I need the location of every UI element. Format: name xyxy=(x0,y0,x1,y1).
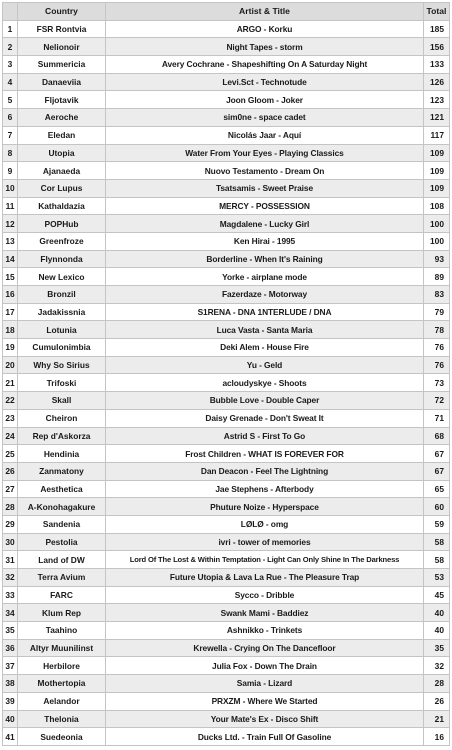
total-cell: 26 xyxy=(424,692,450,710)
table-row xyxy=(3,303,450,321)
artist-title-cell: Ducks Ltd. - Train Full Of Gasoline xyxy=(106,728,424,746)
artist-title-cell: acloudyskye - Shoots xyxy=(106,374,424,392)
country-cell: Nelionoir xyxy=(18,38,106,56)
rank-cell: 12 xyxy=(3,215,18,233)
rank-cell: 13 xyxy=(3,232,18,250)
total-cell: 121 xyxy=(424,109,450,127)
table-row xyxy=(3,675,450,693)
total-cell: 100 xyxy=(424,215,450,233)
table-row xyxy=(3,480,450,498)
country-cell: Why So Sirius xyxy=(18,356,106,374)
rank-cell: 40 xyxy=(3,710,18,728)
artist-title-cell: Yorke - airplane mode xyxy=(106,268,424,286)
country-cell: Jadakissnia xyxy=(18,303,106,321)
total-cell: 117 xyxy=(424,126,450,144)
artist-title-cell: Nicolás Jaar - Aquí xyxy=(106,126,424,144)
artist-title-cell: Night Tapes - storm xyxy=(106,38,424,56)
artist-title-cell: Bubble Love - Double Caper xyxy=(106,392,424,410)
total-cell: 32 xyxy=(424,657,450,675)
artist-title-cell: Ken Hirai - 1995 xyxy=(106,232,424,250)
rank-cell: 18 xyxy=(3,321,18,339)
country-cell: Klum Rep xyxy=(18,604,106,622)
artist-title-cell: Julia Fox - Down The Drain xyxy=(106,657,424,675)
artist-title-cell: Phuture Noize - Hyperspace xyxy=(106,498,424,516)
country-cell: Rep d'Askorza xyxy=(18,427,106,445)
rank-cell: 6 xyxy=(3,109,18,127)
total-cell: 72 xyxy=(424,392,450,410)
rank-cell: 19 xyxy=(3,339,18,357)
total-cell: 67 xyxy=(424,462,450,480)
country-cell: Pestolia xyxy=(18,533,106,551)
country-cell: Aelandor xyxy=(18,692,106,710)
artist-title-cell: ARGO - Korku xyxy=(106,20,424,38)
artist-title-cell: sim0ne - space cadet xyxy=(106,109,424,127)
total-cell: 21 xyxy=(424,710,450,728)
table-row xyxy=(3,162,450,180)
total-cell: 89 xyxy=(424,268,450,286)
country-cell: Danaeviia xyxy=(18,73,106,91)
rank-cell: 11 xyxy=(3,197,18,215)
table-row xyxy=(3,692,450,710)
table-row xyxy=(3,427,450,445)
table-row xyxy=(3,232,450,250)
total-cell: 40 xyxy=(424,604,450,622)
total-cell: 133 xyxy=(424,56,450,74)
rank-cell: 37 xyxy=(3,657,18,675)
artist-title-cell: Joon Gloom - Joker xyxy=(106,91,424,109)
rank-cell: 14 xyxy=(3,250,18,268)
country-cell: Utopia xyxy=(18,144,106,162)
artist-title-cell: Frost Children - WHAT IS FOREVER FOR xyxy=(106,445,424,463)
total-cell: 76 xyxy=(424,339,450,357)
rank-cell: 4 xyxy=(3,73,18,91)
total-cell: 100 xyxy=(424,232,450,250)
table-row xyxy=(3,498,450,516)
artist-title-cell: LØLØ - omg xyxy=(106,515,424,533)
rank-cell: 27 xyxy=(3,480,18,498)
rank-cell: 2 xyxy=(3,38,18,56)
artist-title-cell: Swank Mami - Baddiez xyxy=(106,604,424,622)
total-cell: 68 xyxy=(424,427,450,445)
country-cell: Summericia xyxy=(18,56,106,74)
rank-cell: 29 xyxy=(3,515,18,533)
table-row xyxy=(3,551,450,569)
table-row xyxy=(3,321,450,339)
header-row xyxy=(3,3,450,21)
total-cell: 109 xyxy=(424,162,450,180)
country-cell: Hendinia xyxy=(18,445,106,463)
table-row xyxy=(3,728,450,746)
artist-title-cell: Magdalene - Lucky Girl xyxy=(106,215,424,233)
country-cell: Eledan xyxy=(18,126,106,144)
rank-cell: 10 xyxy=(3,179,18,197)
table-row xyxy=(3,73,450,91)
total-cell: 109 xyxy=(424,144,450,162)
table-row xyxy=(3,215,450,233)
rank-cell: 25 xyxy=(3,445,18,463)
total-cell: 108 xyxy=(424,197,450,215)
rank-cell: 9 xyxy=(3,162,18,180)
table-row xyxy=(3,515,450,533)
artist-title-column-header: Artist & Title xyxy=(106,3,424,21)
rank-cell: 41 xyxy=(3,728,18,746)
artist-title-cell: Daisy Grenade - Don't Sweat It xyxy=(106,409,424,427)
rank-cell: 15 xyxy=(3,268,18,286)
table-row xyxy=(3,409,450,427)
total-cell: 83 xyxy=(424,286,450,304)
country-cell: Herbilore xyxy=(18,657,106,675)
total-cell: 109 xyxy=(424,179,450,197)
total-cell: 65 xyxy=(424,480,450,498)
table-row xyxy=(3,286,450,304)
total-cell: 45 xyxy=(424,586,450,604)
rank-cell: 26 xyxy=(3,462,18,480)
rank-cell: 1 xyxy=(3,20,18,38)
country-cell: Fljotavik xyxy=(18,91,106,109)
artist-title-cell: Tsatsamis - Sweet Praise xyxy=(106,179,424,197)
country-cell: Bronzil xyxy=(18,286,106,304)
country-cell: Thelonia xyxy=(18,710,106,728)
country-cell: Taahino xyxy=(18,622,106,640)
artist-title-cell: Yu - Geld xyxy=(106,356,424,374)
artist-title-cell: Ashnikko - Trinkets xyxy=(106,622,424,640)
total-cell: 93 xyxy=(424,250,450,268)
country-cell: Lotunia xyxy=(18,321,106,339)
country-cell: Zanmatony xyxy=(18,462,106,480)
total-cell: 76 xyxy=(424,356,450,374)
country-cell: A-Konohagakure xyxy=(18,498,106,516)
table-row xyxy=(3,374,450,392)
total-cell: 40 xyxy=(424,622,450,640)
country-cell: Ajanaeda xyxy=(18,162,106,180)
artist-title-cell: Water From Your Eyes - Playing Classics xyxy=(106,144,424,162)
rank-cell: 23 xyxy=(3,409,18,427)
total-cell: 58 xyxy=(424,551,450,569)
rank-cell: 33 xyxy=(3,586,18,604)
country-cell: Cheiron xyxy=(18,409,106,427)
table-row xyxy=(3,56,450,74)
country-cell: Aeroche xyxy=(18,109,106,127)
total-cell: 16 xyxy=(424,728,450,746)
table-row xyxy=(3,356,450,374)
country-cell: Flynnonda xyxy=(18,250,106,268)
country-cell: FARC xyxy=(18,586,106,604)
artist-title-cell: Dan Deacon - Feel The Lightning xyxy=(106,462,424,480)
artist-title-cell: PRXZM - Where We Started xyxy=(106,692,424,710)
results-body xyxy=(3,20,450,745)
total-cell: 67 xyxy=(424,445,450,463)
rank-cell: 28 xyxy=(3,498,18,516)
total-cell: 123 xyxy=(424,91,450,109)
table-row xyxy=(3,392,450,410)
table-row xyxy=(3,657,450,675)
country-cell: Altyr Muunilinst xyxy=(18,639,106,657)
country-cell: Suedeonia xyxy=(18,728,106,746)
country-cell: Land of DW xyxy=(18,551,106,569)
total-cell: 73 xyxy=(424,374,450,392)
table-row xyxy=(3,38,450,56)
rank-cell: 5 xyxy=(3,91,18,109)
artist-title-cell: S1RENA - DNA 1NTERLUDE / DNA xyxy=(106,303,424,321)
rank-cell: 35 xyxy=(3,622,18,640)
rank-cell: 31 xyxy=(3,551,18,569)
rank-cell: 39 xyxy=(3,692,18,710)
rank-cell: 22 xyxy=(3,392,18,410)
table-row xyxy=(3,569,450,587)
total-cell: 58 xyxy=(424,533,450,551)
rank-cell: 8 xyxy=(3,144,18,162)
rank-cell: 32 xyxy=(3,569,18,587)
country-column-header: Country xyxy=(18,3,106,21)
rank-cell: 30 xyxy=(3,533,18,551)
table-row xyxy=(3,20,450,38)
total-cell: 53 xyxy=(424,569,450,587)
table-row xyxy=(3,179,450,197)
table-row xyxy=(3,604,450,622)
rank-column-header xyxy=(3,3,18,21)
table-row xyxy=(3,445,450,463)
table-row xyxy=(3,710,450,728)
rank-cell: 24 xyxy=(3,427,18,445)
artist-title-cell: Sycco - Dribble xyxy=(106,586,424,604)
artist-title-cell: Fazerdaze - Motorway xyxy=(106,286,424,304)
rank-cell: 17 xyxy=(3,303,18,321)
country-cell: Sandenia xyxy=(18,515,106,533)
artist-title-cell: MERCY - POSSESSION xyxy=(106,197,424,215)
rank-cell: 20 xyxy=(3,356,18,374)
artist-title-cell: Deki Alem - House Fire xyxy=(106,339,424,357)
rank-cell: 38 xyxy=(3,675,18,693)
artist-title-cell: Levi.Sct - Technotude xyxy=(106,73,424,91)
artist-title-cell: Luca Vasta - Santa Maria xyxy=(106,321,424,339)
total-cell: 79 xyxy=(424,303,450,321)
table-row xyxy=(3,339,450,357)
artist-title-cell: Samia - Lizard xyxy=(106,675,424,693)
artist-title-cell: Jae Stephens - Afterbody xyxy=(106,480,424,498)
table-row xyxy=(3,586,450,604)
total-cell: 28 xyxy=(424,675,450,693)
total-cell: 71 xyxy=(424,409,450,427)
table-row xyxy=(3,533,450,551)
results-table xyxy=(2,2,450,746)
country-cell: Trifoski xyxy=(18,374,106,392)
table-row xyxy=(3,250,450,268)
artist-title-cell: Future Utopia & Lava La Rue - The Pleasure Trap xyxy=(106,569,424,587)
table-row xyxy=(3,109,450,127)
country-cell: Skall xyxy=(18,392,106,410)
country-cell: Cumulonimbia xyxy=(18,339,106,357)
total-cell: 60 xyxy=(424,498,450,516)
country-cell: POPHub xyxy=(18,215,106,233)
artist-title-cell: Borderline - When It's Raining xyxy=(106,250,424,268)
table-row xyxy=(3,639,450,657)
artist-title-cell: Your Mate's Ex - Disco Shift xyxy=(106,710,424,728)
artist-title-cell: Lord Of The Lost & Within Temptation - Light Can Only Shine In The Darkness xyxy=(106,551,424,569)
total-cell: 126 xyxy=(424,73,450,91)
table-row xyxy=(3,91,450,109)
country-cell: FSR Rontvia xyxy=(18,20,106,38)
country-cell: Terra Avium xyxy=(18,569,106,587)
table-row xyxy=(3,144,450,162)
total-cell: 185 xyxy=(424,20,450,38)
rank-cell: 7 xyxy=(3,126,18,144)
table-row xyxy=(3,268,450,286)
country-cell: New Lexico xyxy=(18,268,106,286)
total-column-header: Total xyxy=(424,3,450,21)
total-cell: 35 xyxy=(424,639,450,657)
country-cell: Kathaldazia xyxy=(18,197,106,215)
country-cell: Cor Lupus xyxy=(18,179,106,197)
rank-cell: 34 xyxy=(3,604,18,622)
rank-cell: 16 xyxy=(3,286,18,304)
artist-title-cell: Astrid S - First To Go xyxy=(106,427,424,445)
artist-title-cell: Nuovo Testamento - Dream On xyxy=(106,162,424,180)
country-cell: Greenfroze xyxy=(18,232,106,250)
total-cell: 59 xyxy=(424,515,450,533)
table-row xyxy=(3,622,450,640)
artist-title-cell: Krewella - Crying On The Dancefloor xyxy=(106,639,424,657)
total-cell: 156 xyxy=(424,38,450,56)
table-row xyxy=(3,462,450,480)
rank-cell: 21 xyxy=(3,374,18,392)
table-row xyxy=(3,126,450,144)
rank-cell: 3 xyxy=(3,56,18,74)
country-cell: Aesthetica xyxy=(18,480,106,498)
total-cell: 78 xyxy=(424,321,450,339)
country-cell: Mothertopia xyxy=(18,675,106,693)
artist-title-cell: Avery Cochrane - Shapeshifting On A Saturday Night xyxy=(106,56,424,74)
artist-title-cell: ivri - tower of memories xyxy=(106,533,424,551)
rank-cell: 36 xyxy=(3,639,18,657)
table-row xyxy=(3,197,450,215)
